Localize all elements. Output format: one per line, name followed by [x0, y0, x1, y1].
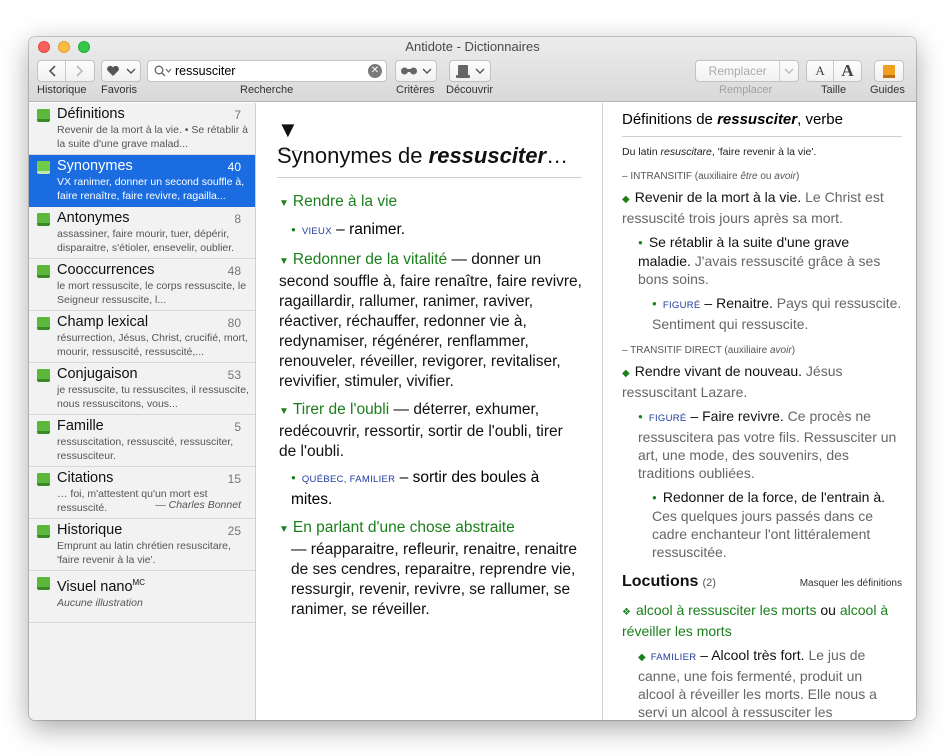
sidebar-item-count: 25 — [227, 524, 241, 538]
search-icon — [154, 65, 172, 77]
tag-separator: , — [343, 474, 350, 485]
taille-label: Taille — [821, 84, 847, 96]
definition-text: Redonner de la force, de l'entrain à. — [662, 489, 885, 505]
visuel-name: Visuel nano — [57, 578, 133, 595]
definition-4 — [622, 362, 902, 401]
disclosure-triangle-icon[interactable]: ▼ — [279, 406, 289, 417]
definition-text: Revenir de la mort à la vie. — [634, 189, 802, 205]
gram-text: ) — [791, 345, 796, 356]
book-icon — [37, 473, 50, 486]
title-prefix: Synonymes de — [277, 143, 429, 168]
sidebar-item-desc: Revenir de la mort à la vie. • Se rétablir à la suite d'une grave malad... — [57, 124, 249, 150]
guides-button[interactable] — [874, 60, 904, 82]
book-icon — [37, 525, 50, 538]
synonym-text: — donner un second souffle à, faire renaître, faire revivre, ragaillardir, rallumer, ranimer, raviver, réactiver, réchauffer, redonner vie à, redynamiser, régénérer, renflammer, renouveler, réveiller, revigorer, revitaliser, revivifier, stimuler, vivifier. — [279, 251, 582, 390]
heading-suffix: , verbe — [797, 111, 843, 128]
back-button[interactable] — [38, 61, 66, 81]
definitions-heading — [622, 111, 902, 137]
sidebar-item-count: 40 — [227, 160, 241, 174]
synonym-section-3 — [279, 400, 584, 462]
etym-text: Du latin — [622, 146, 661, 158]
intransitif-label — [622, 171, 902, 182]
diamond-icon: ◆ — [622, 368, 630, 379]
definitions-panel — [604, 103, 916, 720]
sidebar-item-visuel-nano[interactable] — [29, 571, 255, 623]
section-heading: Redonner de la vitalité — [292, 251, 448, 268]
guides-label: Guides — [870, 84, 905, 96]
definition-text: – Renaitre. — [700, 295, 773, 311]
decouvrir-button[interactable] — [449, 60, 491, 82]
synonym-text: — déterrer, exhumer, redécouvrir, ressortir, sortir de l'oubli, tirer de l'oubli. — [279, 401, 563, 460]
definition-text: Rendre vivant de nouveau. — [634, 363, 803, 379]
sidebar-item-count: 5 — [234, 420, 241, 434]
decrease-text-size-button[interactable]: A — [807, 61, 834, 81]
definition-3 — [622, 294, 902, 333]
usage-tag: QUÉBEC — [301, 474, 344, 485]
sidebar-item-antonymes[interactable] — [29, 207, 255, 259]
guide-book-icon — [881, 63, 897, 79]
locution-text[interactable]: alcool à ressusciter les morts — [635, 602, 817, 618]
sidebar-item-historique[interactable] — [29, 519, 255, 571]
synonym-section-1 — [279, 192, 584, 214]
favoris-label: Favoris — [101, 84, 138, 96]
citation-author: — Charles Bonnet — [155, 499, 241, 511]
sidebar-item-label: Citations — [57, 470, 114, 486]
search-field[interactable] — [147, 60, 387, 82]
usage-tag: VIEUX — [301, 226, 332, 237]
chevron-left-icon — [48, 65, 56, 77]
bullet-icon: ● — [638, 238, 643, 247]
bullet-icon: ● — [652, 493, 657, 502]
page-title — [277, 143, 582, 178]
gram-text: – TRANSITIF DIRECT (auxiliaire — [622, 345, 770, 356]
diamond-icon: ❖ — [622, 607, 631, 618]
sidebar-item-label: Synonymes — [57, 158, 133, 174]
sidebar-item-label: Conjugaison — [57, 366, 138, 382]
sidebar-item-desc: résurrection, Jésus, Christ, crucifié, mort, mourir, ressuscité, ressuscité,... — [57, 332, 248, 358]
synonym-section-2 — [279, 250, 584, 392]
disclosure-triangle-icon[interactable]: ▼ — [279, 524, 289, 535]
example-text: Ce procès ne ressuscitera pas votre fils. Ressusciter un art, une mode, des souvenirs, des traditions oubliées. — [638, 408, 897, 481]
masquer-definitions-link[interactable]: Masquer les définitions — [799, 578, 902, 589]
transitif-label — [622, 345, 902, 356]
historique-label: Historique — [37, 84, 87, 96]
example-text: Jésus ressuscitant Lazare. — [622, 363, 843, 400]
collapse-triangle-icon[interactable]: ▼ — [277, 117, 299, 151]
heart-icon — [106, 65, 120, 77]
hat-icon — [455, 63, 471, 79]
section-heading: Rendre à la vie — [292, 193, 398, 210]
sidebar-item-label: Définitions — [57, 106, 125, 122]
chevron-down-icon — [126, 67, 136, 75]
definition-2 — [622, 233, 902, 288]
synonym-text: – ranimer. — [336, 221, 406, 238]
sidebar-item-desc: je ressuscite, tu ressuscites, il ressuscite, nous ressuscitons, vous... — [57, 384, 249, 410]
sidebar-item-desc: VX ranimer, donner un second souffle à, faire renaître, faire revivre, ragailla... — [57, 176, 245, 202]
locution-1-definition — [622, 646, 902, 720]
sidebar-item-count: 8 — [234, 212, 241, 226]
sidebar-item-desc: le mort ressuscite, le corps ressuscite, le Seigneur ressuscite, l... — [57, 280, 247, 306]
sidebar-item-count: 80 — [227, 316, 241, 330]
gram-text: – INTRANSITIF (auxiliaire — [622, 171, 741, 182]
disclosure-triangle-icon[interactable]: ▼ — [279, 198, 289, 209]
favoris-button[interactable] — [101, 60, 141, 82]
example-text: Le jus de canne, une fois fermenté, produit un alcool à réveiller les morts. Elle nous a servi un alcool à ressusciter les — [638, 647, 877, 720]
search-input[interactable]: ressusciter — [175, 64, 236, 78]
forward-button[interactable] — [66, 61, 94, 81]
sidebar-item-count: 48 — [227, 264, 241, 278]
synonym-text: — réapparaitre, refleurir, renaitre, renaitre de ses cendres, reparaitre, reprendre vie, ressurgir, revenir, revivre, se rallumer, se ranimer, se réveiller. — [291, 541, 578, 618]
remplacer-button-label: Remplacer — [696, 61, 780, 81]
sidebar-item-count: 15 — [227, 472, 241, 486]
section-heading: En parlant d'une chose abstraite — [292, 519, 515, 536]
title-word: ressusciter — [428, 143, 547, 168]
locutions-header — [622, 573, 902, 591]
usage-tag: FIGURÉ — [662, 300, 701, 311]
book-icon — [37, 161, 50, 174]
clear-search-icon[interactable]: ✕ — [368, 64, 382, 78]
chevron-right-icon — [76, 65, 84, 77]
bullet-icon: ● — [652, 299, 657, 308]
synonyms-panel — [257, 103, 603, 720]
usage-tag: FAMILIER — [349, 474, 396, 485]
history-nav — [37, 60, 95, 82]
locutions-count: (2) — [702, 577, 716, 589]
sidebar-item-desc: Emprunt au latin chrétien resuscitare, 'faire revenir à la vie'. — [57, 540, 231, 566]
taille-control — [806, 60, 862, 82]
bullet-icon: ● — [291, 225, 296, 234]
toolbar — [29, 37, 916, 102]
book-icon — [37, 369, 50, 382]
synonym-sub-1 — [291, 220, 581, 242]
gram-word: avoir — [774, 171, 796, 182]
binoculars-icon — [400, 66, 418, 76]
synonym-section-4 — [279, 518, 584, 620]
sidebar-item-count: 7 — [234, 108, 241, 122]
book-icon — [37, 577, 50, 590]
definition-1 — [622, 188, 902, 227]
sidebar-item-desc: ressuscitation, ressuscité, ressusciter, ressusciteur. — [57, 436, 234, 462]
synonym-sub-3 — [291, 468, 581, 510]
diamond-icon: ◆ — [638, 652, 646, 663]
book-icon — [37, 265, 50, 278]
chevron-down-icon — [475, 67, 485, 75]
locutions-title: Locutions — [622, 573, 699, 590]
sidebar-item-label: Historique — [57, 522, 123, 538]
gram-text: ) — [795, 171, 800, 182]
sidebar-item-definitions[interactable] — [29, 103, 255, 155]
gram-text: ou — [757, 171, 775, 182]
sidebar-item-label: Champ lexical — [57, 314, 149, 330]
sidebar-item-label: Famille — [57, 418, 104, 434]
example-text: Le Christ est ressuscité trois jours après sa mort. — [622, 189, 884, 226]
heading-prefix: Définitions de — [622, 111, 718, 128]
locution-text[interactable]: alcool à réveiller les morts — [622, 602, 889, 639]
diamond-icon: ◆ — [622, 194, 630, 205]
example-text: Pays qui ressuscite. Sentiment qui ressuscite. — [652, 295, 902, 332]
bullet-icon: ● — [638, 412, 643, 421]
heading-word: ressusciter — [717, 111, 798, 128]
sidebar-item-count: 53 — [227, 368, 241, 382]
locution-1 — [622, 601, 902, 640]
sidebar-item-cooccurrences[interactable] — [29, 259, 255, 311]
synonym-text: – sortir des boules à mites. — [291, 469, 540, 508]
sidebar-item-synonymes[interactable] — [29, 155, 255, 207]
chevron-down-icon — [422, 67, 432, 75]
locution-or: ou — [816, 602, 840, 618]
bullet-icon: ● — [291, 473, 296, 482]
recherche-label: Recherche — [240, 84, 294, 96]
definition-text: – Faire revivre. — [686, 408, 784, 424]
example-text: J'avais ressuscité grâce à ses bons soins. — [638, 253, 881, 287]
window-title: Antidote - Dictionnaires — [405, 39, 540, 54]
sidebar-item-famille[interactable] — [29, 415, 255, 467]
sidebar-item-conjugaison[interactable] — [29, 363, 255, 415]
decouvrir-label: Découvrir — [446, 84, 494, 96]
sidebar-item-citations[interactable] — [29, 467, 255, 519]
sidebar-item-desc: Aucune illustration — [57, 596, 143, 609]
criteres-button[interactable] — [395, 60, 437, 82]
sidebar-item-desc: … foi, m'attestent qu'un mort est ressuscité. — [57, 488, 208, 514]
title-suffix: … — [546, 143, 569, 168]
usage-tag: FAMILIER — [650, 652, 697, 663]
sidebar-item-desc: assassiner, faire mourir, tuer, dépérir, disparaitre, s'étioler, ensevelir, oublier. — [57, 228, 235, 254]
definition-text: – Alcool très fort. — [696, 647, 805, 663]
gram-word: avoir — [770, 345, 792, 356]
sidebar-item-label: Cooccurrences — [57, 262, 155, 278]
remplacer-label: Remplacer — [719, 84, 773, 96]
definition-5 — [622, 407, 902, 482]
sidebar-item-label: Antonymes — [57, 210, 130, 226]
increase-text-size-button[interactable]: A — [841, 61, 854, 80]
app-window — [29, 37, 916, 720]
book-icon — [37, 421, 50, 434]
gram-word: être — [740, 171, 758, 182]
trademark-sup: MC — [132, 578, 145, 587]
book-icon — [37, 317, 50, 330]
criteres-label: Critères — [396, 84, 435, 96]
etym-word: resuscitare — [660, 146, 712, 158]
etymology — [622, 145, 902, 159]
definition-text: Se rétablir à la suite d'une grave maladie. — [638, 234, 850, 269]
chevron-down-icon — [784, 67, 794, 75]
sidebar-item-champ-lexical[interactable] — [29, 311, 255, 363]
etym-text: , 'faire revenir à la vie'. — [711, 146, 817, 158]
definition-6 — [622, 488, 902, 561]
disclosure-triangle-icon[interactable]: ▼ — [279, 256, 289, 267]
example-text: Ces quelques jours passés dans ce cadre enchanteur l'ont littéralement ressuscitée. — [652, 508, 874, 560]
sidebar — [29, 103, 256, 720]
book-icon — [37, 213, 50, 226]
sidebar-item-label — [57, 574, 249, 596]
book-icon — [37, 109, 50, 122]
remplacer-button[interactable] — [695, 60, 799, 82]
section-heading: Tirer de l'oubli — [292, 401, 390, 418]
usage-tag: FIGURÉ — [648, 413, 687, 424]
